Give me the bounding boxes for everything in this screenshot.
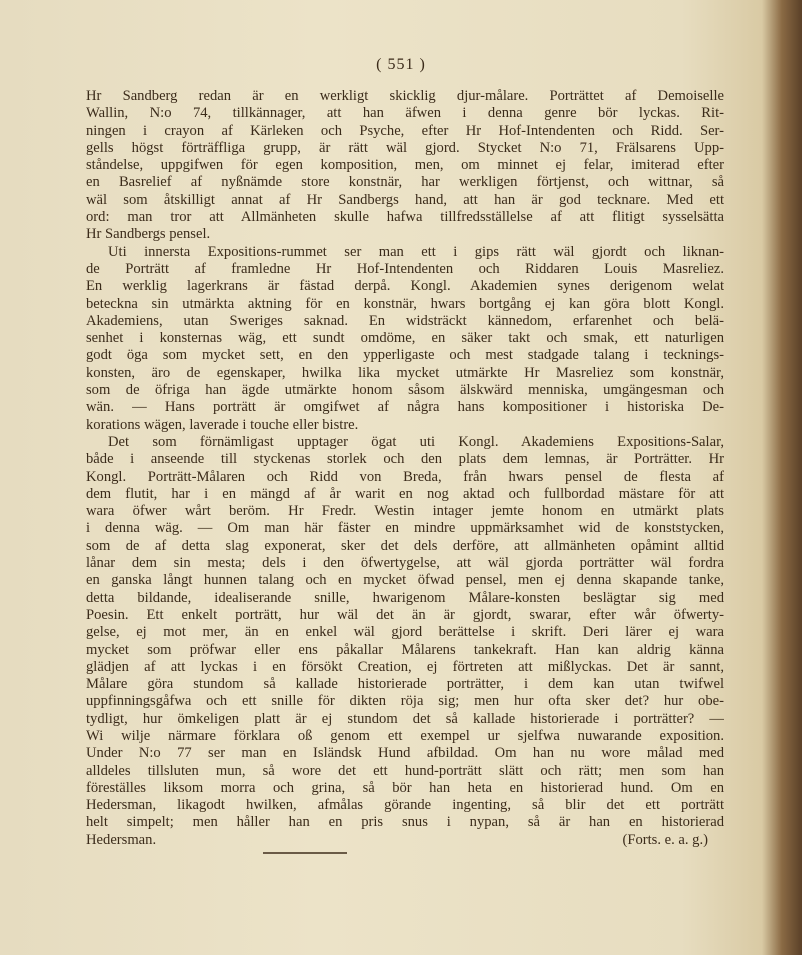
final-line bbox=[86, 832, 724, 849]
text-line: föreställes liksom morra och grina, så bör han heta en historierad hund. Om en bbox=[86, 779, 724, 796]
text-line: en ganska långt hunnen talang och en mycket öfwad pensel, men ej denna skapande tanke, bbox=[86, 572, 724, 589]
text-line: uppfinningsgåfwa och ett snille för dikten röja sig; men hur ofta sker det? hur obe- bbox=[86, 693, 724, 710]
text-line: glädjen af att lyckas i en försökt Creation, ej förtreten att mißlyckas. Det är sannt, bbox=[86, 658, 724, 675]
text-line: wän. — Hans porträtt är omgifwet af några hans kompositioner i historiska De- bbox=[86, 399, 724, 416]
text-line: både i anseende till styckenas storlek och den plats dem lemnas, är Porträtter. Hr bbox=[86, 451, 724, 468]
text-line: i denna wäg. — Om man här fäster en mindre uppmärksamhet wid de konststycken, bbox=[86, 520, 724, 537]
text-line: Under N:o 77 ser man en Isländsk Hund afbildad. Om han nu wore målad med bbox=[86, 745, 724, 762]
text-line: helt simpelt; men håller han en pris snus i nypan, så är han en historierad bbox=[86, 814, 724, 831]
text-line: Uti innersta Expositions-rummet ser man ett i gips rätt wäl gjordt och liknan- bbox=[108, 243, 724, 260]
final-word: Hedersman. bbox=[86, 832, 157, 848]
text-line: beteckna sin utmärkta aktning för en konstnär, hwars bortgång ej kan göra blott Kongl. bbox=[86, 295, 724, 312]
text-line: som de af detta slag exponerat, sker det dels derföre, att allmänheten opåmint alltid bbox=[86, 537, 724, 554]
text-line: korations wägen, laverade i touche eller bistre. bbox=[86, 416, 359, 433]
article-body bbox=[86, 88, 724, 832]
text-line: wäl som åtskilligt annat af Hr Sandbergs hand, att han är god tecknare. Med ett bbox=[86, 191, 724, 208]
text-line: Hr Sandbergs pensel. bbox=[86, 226, 211, 243]
text-line: Målare göra stundom så kallade historierade porträtter, i dem kan utan twifwel bbox=[86, 676, 724, 693]
text-line: Wi wilje närmare förklara oß genom ett exempel ur sjelfwa nuwarande exposition. bbox=[86, 727, 724, 744]
text-line: Poesin. Ett enkelt porträtt, hur wäl det än är gjordt, swarar, efter wår öfwerty- bbox=[86, 606, 724, 623]
text-line: Det som förnämligast upptager ögat uti Kongl. Akademiens Expositions-Salar, bbox=[108, 433, 724, 450]
text-line: gells högst förträffliga grupp, är rätt wäl gjord. Stycket N:o 71, Frälsarens Upp- bbox=[86, 139, 724, 156]
text-line: Hr Sandberg redan är en werkligt skicklig djur-målare. Porträttet af Demoiselle bbox=[86, 88, 724, 104]
text-line: ståndelse, uppgifwen för egen komposition, men, om minnet ej felar, imiterad efter bbox=[86, 157, 724, 174]
text-line: En werklig lagerkrans är fästad derpå. Kongl. Akademien synes derigenom welat bbox=[86, 278, 724, 295]
text-line: ord: man tror att Allmänheten skulle hafwa tillfredsställelse af att flitigt sysselsätta bbox=[86, 209, 724, 226]
text-line: ningen i crayon af Kärleken och Psyche, efter Hr Hof-Intendenten och Ridd. Ser- bbox=[86, 122, 724, 139]
text-line: senhet i konsternas wäg, ett sundt omdöme, en säker takt och smak, ett naturligen bbox=[86, 330, 724, 347]
text-line: godt öga som mycket sett, en den ypperligaste och mest stadgade talang i tecknings- bbox=[86, 347, 724, 364]
page-number: ( 551 ) bbox=[376, 56, 426, 73]
text-line: Akademiens, utan Sweriges saknad. En widsträckt kännedom, erfarenhet och belä- bbox=[86, 312, 724, 329]
text-line: en Basrelief af nyßnämde store konstnär, har werkligen förtjenst, och wittnar, så bbox=[86, 174, 724, 191]
text-line: konsten, äro de egenskaper, hwilka lika mycket utmärkte Hr Masreliez som konstnär, bbox=[86, 364, 724, 381]
text-line: detta bildande, idealiserande snille, hwarigenom Målare-konsten beslägtar sig med bbox=[86, 589, 724, 606]
text-line: wara öfwer wårt beröm. Hr Fredr. Westin intager jemte honom en utmärkt plats bbox=[86, 503, 724, 520]
text-line: de Porträtt af framledne Hr Hof-Intendenten och Riddaren Louis Masreliez. bbox=[86, 260, 724, 277]
text-line: alldeles tillsluten mun, så wore det ett hund-porträtt slätt och rätt; men som han bbox=[86, 762, 724, 779]
text-line: Hedersman, likagodt hwilken, afmålas görande ingenting, så blir det ett porträtt bbox=[86, 797, 724, 814]
text-line: Kongl. Porträtt-Målaren och Ridd von Breda, från hwars pensel de flesta af bbox=[86, 468, 724, 485]
continuation-note: (Forts. e. a. g.) bbox=[622, 832, 708, 848]
text-line: lånar dem sin mesta; dels i den öfwertygelse, att wäl gjorda porträtter wäl fordra bbox=[86, 555, 724, 572]
section-divider bbox=[263, 852, 347, 854]
text-line: som de öfriga han ägde utmärkte honom såsom älskwärd menniska, umgängesman och bbox=[86, 382, 724, 399]
text-line: dem flutit, har i en mängd af år warit en nog aktad och fullbordad mästare för att bbox=[86, 485, 724, 502]
article-end bbox=[86, 832, 724, 849]
text-line: gelse, ej mot mer, än en enkel wäl gjord berättelse i skrift. Deri lärer ej wara bbox=[86, 624, 724, 641]
text-line: mycket som pröfwar eller ens påkallar Målarens tankekraft. Han kan aldrig känna bbox=[86, 641, 724, 658]
text-line: Wallin, N:o 74, tillkännager, att han äfwen i denna genre bör lyckas. Rit- bbox=[86, 105, 724, 122]
text-line: tydligt, hur ömkeligen platt är ej stundom det så kallade historierade i porträtter? — bbox=[86, 710, 724, 727]
